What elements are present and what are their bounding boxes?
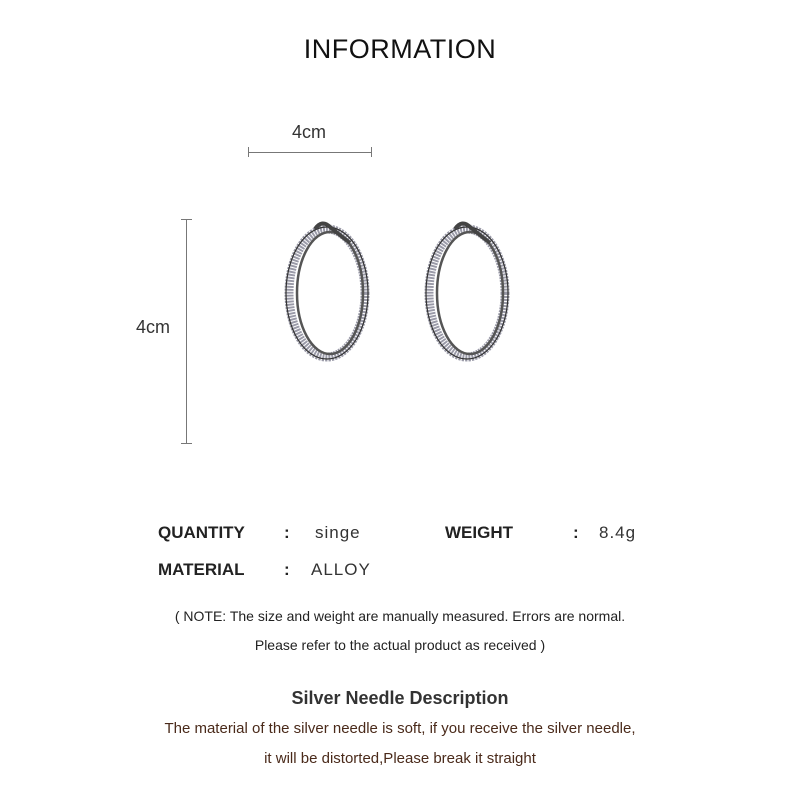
separator: : (284, 560, 290, 579)
weight-label: WEIGHT (445, 523, 513, 542)
width-label: 4cm (292, 122, 327, 142)
earrings-image (270, 215, 530, 375)
quantity-value: singe (315, 523, 361, 542)
weight-value: 8.4g (599, 523, 637, 542)
note-line-1: ( NOTE: The size and weight are manually measured. Errors are normal. (174, 608, 626, 624)
height-dimension-cap (181, 219, 192, 220)
separator: : (573, 523, 579, 542)
description-line-2: it will be distorted,Please break it straight (264, 750, 536, 767)
height-label: 4cm (136, 317, 171, 337)
quantity-label: QUANTITY (158, 523, 245, 542)
width-dimension-cap (248, 147, 249, 157)
width-dimension-line (248, 152, 371, 153)
right-hoop-earring (426, 223, 508, 359)
width-dimension-cap (371, 147, 372, 157)
height-dimension-cap (181, 443, 192, 444)
material-label: MATERIAL (158, 560, 245, 579)
description-line-1: The material of the silver needle is soft, if you receive the silver needle, (164, 720, 636, 737)
page-title: INFORMATION (303, 34, 497, 64)
left-hoop-earring (286, 223, 368, 359)
description-title: Silver Needle Description (291, 688, 509, 708)
material-value: ALLOY (311, 560, 371, 579)
height-dimension-line (186, 219, 187, 444)
note-line-2: Please refer to the actual product as received ) (254, 637, 546, 653)
separator: : (284, 523, 290, 542)
